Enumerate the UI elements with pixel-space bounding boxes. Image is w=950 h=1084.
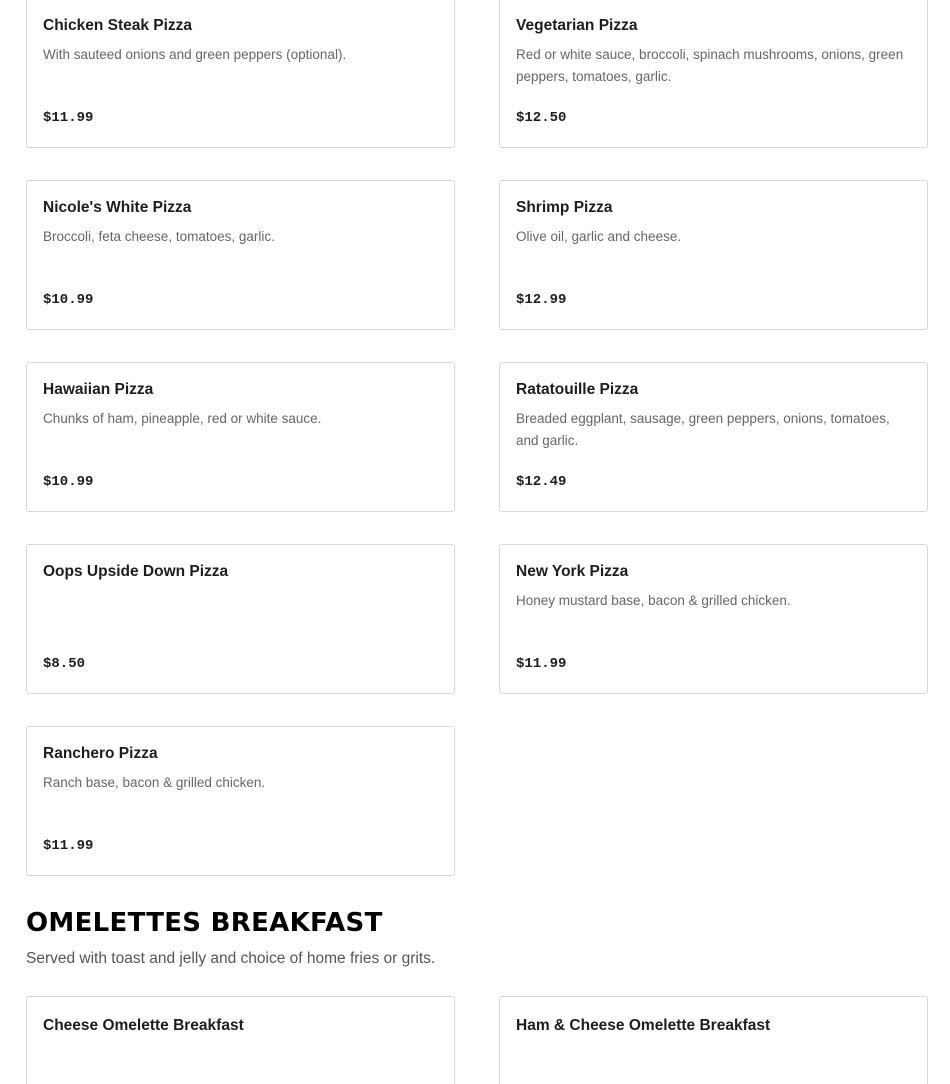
menu-item-card[interactable] bbox=[26, 996, 455, 1084]
menu-item-name: Ranchero Pizza bbox=[43, 745, 158, 762]
section-title: OMELETTES BREAKFAST bbox=[26, 908, 383, 938]
menu-item-name: Vegetarian Pizza bbox=[516, 17, 638, 34]
menu-item-description: Broccoli, feta cheese, tomatoes, garlic. bbox=[43, 229, 275, 244]
menu-item-name: Nicole's White Pizza bbox=[43, 199, 192, 216]
menu-item-price: $8.50 bbox=[43, 656, 86, 672]
menu-item-description: Honey mustard base, bacon & grilled chicken. bbox=[516, 593, 791, 608]
menu-item-name: Ratatouille Pizza bbox=[516, 381, 639, 398]
menu-item-price: $11.99 bbox=[43, 838, 94, 854]
section-subtitle: Served with toast and jelly and choice of home fries or grits. bbox=[26, 950, 436, 967]
menu-item-card[interactable] bbox=[499, 996, 928, 1084]
menu-item-card[interactable] bbox=[26, 180, 455, 330]
menu-item-card[interactable] bbox=[26, 362, 455, 512]
menu-item-name: Shrimp Pizza bbox=[516, 199, 613, 216]
menu-item-description: Olive oil, garlic and cheese. bbox=[516, 229, 682, 244]
pizza-menu-grid bbox=[26, 0, 928, 876]
menu-item-description: Ranch base, bacon & grilled chicken. bbox=[43, 775, 266, 790]
menu-item-price: $10.99 bbox=[43, 292, 94, 308]
menu-item-name: Ham & Cheese Omelette Breakfast bbox=[516, 1017, 771, 1034]
menu-item-card[interactable] bbox=[499, 180, 928, 330]
menu-item-card[interactable] bbox=[499, 544, 928, 694]
menu-item-price: $12.50 bbox=[516, 110, 567, 126]
menu-item-card[interactable] bbox=[499, 0, 928, 148]
menu-item-card[interactable] bbox=[26, 544, 455, 694]
menu-item-description: Red or white sauce, broccoli, spinach mushrooms, onions, green peppers, tomatoes, garlic. bbox=[516, 47, 904, 84]
menu-item-card[interactable] bbox=[26, 0, 455, 148]
menu-item-description: Chunks of ham, pineapple, red or white sauce. bbox=[43, 411, 322, 426]
menu-item-name: New York Pizza bbox=[516, 563, 629, 580]
omelette-menu-grid bbox=[26, 996, 928, 1084]
menu-item-description: Breaded eggplant, sausage, green peppers, onions, tomatoes, and garlic. bbox=[516, 411, 890, 448]
menu-item-card[interactable] bbox=[26, 726, 455, 876]
menu-item-price: $12.49 bbox=[516, 474, 567, 490]
menu-item-name: Hawaiian Pizza bbox=[43, 381, 154, 398]
menu-item-card[interactable] bbox=[499, 362, 928, 512]
menu-item-description: With sauteed onions and green peppers (optional). bbox=[43, 47, 347, 62]
menu-item-price: $11.99 bbox=[43, 110, 94, 126]
menu-item-price: $10.99 bbox=[43, 474, 94, 490]
menu-item-name: Cheese Omelette Breakfast bbox=[43, 1017, 244, 1034]
menu-item-name: Oops Upside Down Pizza bbox=[43, 563, 229, 580]
menu-item-price: $11.99 bbox=[516, 656, 567, 672]
menu-item-price: $12.99 bbox=[516, 292, 567, 308]
menu-item-name: Chicken Steak Pizza bbox=[43, 17, 193, 34]
